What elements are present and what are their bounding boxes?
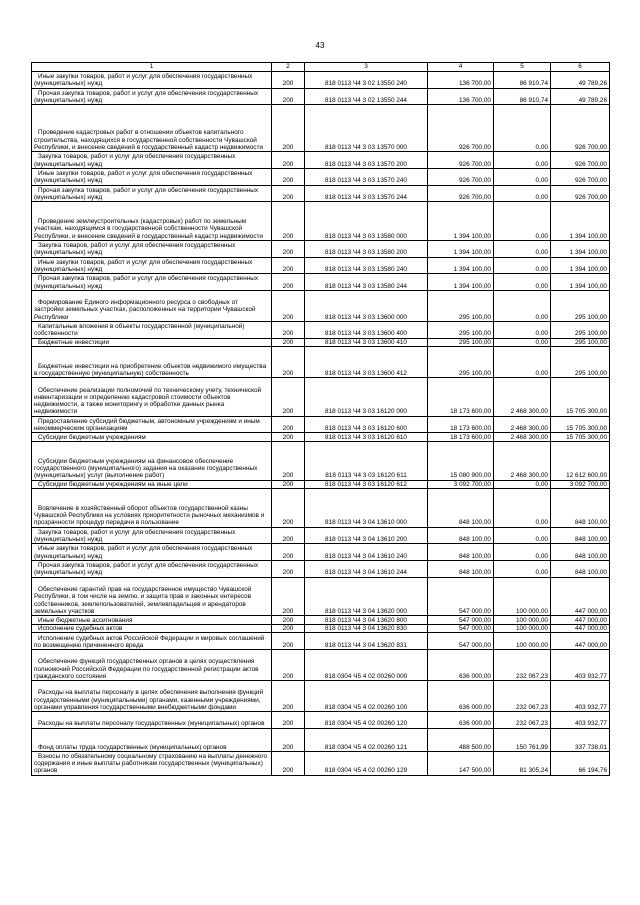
row-executed-cell: 0,00 [494, 257, 551, 274]
row-remainder-cell: 848 100,00 [551, 544, 610, 561]
header-cell: 1 [32, 63, 272, 72]
row-executed-cell: 81 305,24 [494, 752, 551, 776]
table-row [32, 728, 610, 752]
table-row [32, 681, 610, 712]
row-remainder-cell: 447 000,00 [551, 616, 610, 625]
row-remainder-cell: 295 100,00 [551, 347, 610, 378]
row-remainder-cell: 848 100,00 [551, 489, 610, 528]
row-amount-cell: 636 000,00 [428, 712, 494, 729]
row-name-cell: Обеспечение функций государственных органов в целях осуществления полномочий Российской Федерации по государственной регистрации актов гражданского состояния [32, 650, 272, 681]
row-remainder-cell: 403 932,77 [551, 712, 610, 729]
row-remainder-cell: 926 700,00 [551, 169, 610, 186]
row-code-cell: 200 [272, 650, 305, 681]
table-row [32, 561, 610, 578]
row-name-cell: Предоставление субсидий бюджетным, автономным учреждениям и иным некоммерческим организациям [32, 416, 272, 433]
row-code-cell: 200 [272, 616, 305, 625]
row-remainder-cell: 1 394 100,00 [551, 202, 610, 241]
row-code-cell: 200 [272, 489, 305, 528]
row-budget-code-cell: 818 0113 Ч4 3 03 13600 412 [305, 347, 428, 378]
row-remainder-cell: 447 000,00 [551, 624, 610, 633]
row-budget-code-cell: 818 0113 Ч4 3 02 13550 244 [305, 88, 428, 105]
row-name-cell: Субсидии бюджетным учреждениям на финансовое обеспечение государственного (муниципального) задания на оказание государственных (муниципальных) услуг (выполнение работ) [32, 442, 272, 481]
row-code-cell: 200 [272, 88, 305, 105]
table-row [32, 169, 610, 186]
row-remainder-cell: 1 394 100,00 [551, 274, 610, 291]
row-budget-code-cell: 818 0113 Ч4 3 03 16120 600 [305, 416, 428, 433]
row-amount-cell: 547 000,00 [428, 616, 494, 625]
row-budget-code-cell: 818 0113 Ч4 3 03 16120 611 [305, 442, 428, 481]
row-amount-cell: 136 700,00 [428, 88, 494, 105]
table-row [32, 489, 610, 528]
row-executed-cell: 150 761,99 [494, 728, 551, 752]
row-amount-cell: 926 700,00 [428, 185, 494, 202]
row-code-cell: 200 [272, 274, 305, 291]
row-code-cell: 200 [272, 527, 305, 544]
row-remainder-cell: 49 789,26 [551, 88, 610, 105]
row-remainder-cell: 337 738,01 [551, 728, 610, 752]
row-name-cell: Иные закупки товаров, работ и услуг для обеспечения государственных (муниципальных) нужд [32, 169, 272, 186]
row-code-cell: 200 [272, 561, 305, 578]
table-row [32, 291, 610, 322]
row-name-cell: Прочая закупка товаров, работ и услуг для обеспечения государственных (муниципальных) нужд [32, 185, 272, 202]
row-code-cell: 200 [272, 185, 305, 202]
row-code-cell: 200 [272, 433, 305, 442]
table-row [32, 257, 610, 274]
row-remainder-cell: 1 394 100,00 [551, 240, 610, 257]
row-amount-cell: 926 700,00 [428, 105, 494, 152]
row-amount-cell: 926 700,00 [428, 169, 494, 186]
row-name-cell: Закупка товаров, работ и услуг для обеспечения государственных (муниципальных) нужд [32, 152, 272, 169]
row-executed-cell: 100 000,00 [494, 633, 551, 650]
row-budget-code-cell: 818 0113 Ч4 3 04 13620 831 [305, 633, 428, 650]
row-amount-cell: 547 000,00 [428, 633, 494, 650]
row-budget-code-cell: 818 0113 Ч4 3 03 13580 200 [305, 240, 428, 257]
row-remainder-cell: 295 100,00 [551, 291, 610, 322]
row-executed-cell: 0,00 [494, 489, 551, 528]
table-row [32, 322, 610, 339]
row-budget-code-cell: 818 0113 Ч4 3 03 13570 244 [305, 185, 428, 202]
row-code-cell: 200 [272, 577, 305, 616]
row-executed-cell: 232 067,23 [494, 681, 551, 712]
row-budget-code-cell: 818 0113 Ч4 3 04 13610 240 [305, 544, 428, 561]
row-name-cell: Взносы по обязательному социальному страхованию на выплаты денежного содержания и иные выплаты работникам государственных (муниципальных) органов [32, 752, 272, 776]
table-row [32, 544, 610, 561]
row-code-cell: 200 [272, 322, 305, 339]
row-budget-code-cell: 818 0304 Ч5 4 02 00260 121 [305, 728, 428, 752]
header-row [32, 63, 610, 72]
row-budget-code-cell: 818 0113 Ч4 3 03 16120 612 [305, 480, 428, 489]
row-name-cell: Бюджетные инвестиции на приобретение объектов недвижимого имущества в государственную (муниципальную) собственность [32, 347, 272, 378]
table-row [32, 480, 610, 489]
row-amount-cell: 1 394 100,00 [428, 202, 494, 241]
row-amount-cell: 1 394 100,00 [428, 240, 494, 257]
row-code-cell: 200 [272, 105, 305, 152]
row-name-cell: Прочая закупка товаров, работ и услуг для обеспечения государственных (муниципальных) нужд [32, 274, 272, 291]
row-executed-cell: 232 067,23 [494, 650, 551, 681]
row-code-cell: 200 [272, 624, 305, 633]
row-executed-cell: 0,00 [494, 527, 551, 544]
row-amount-cell: 547 000,00 [428, 624, 494, 633]
row-code-cell: 200 [272, 416, 305, 433]
table-row [32, 88, 610, 105]
row-executed-cell: 0,00 [494, 347, 551, 378]
row-name-cell: Субсидии бюджетным учреждениям на иные цели [32, 480, 272, 489]
row-name-cell: Исполнение судебных актов Российской Федерации и мировых соглашений по возмещению причиненного вреда [32, 633, 272, 650]
row-executed-cell: 0,00 [494, 105, 551, 152]
row-executed-cell: 0,00 [494, 169, 551, 186]
row-amount-cell: 547 000,00 [428, 577, 494, 616]
row-executed-cell: 100 000,00 [494, 616, 551, 625]
row-code-cell: 200 [272, 347, 305, 378]
row-code-cell: 200 [272, 240, 305, 257]
row-name-cell: Иные закупки товаров, работ и услуг для обеспечения государственных (муниципальных) нужд [32, 257, 272, 274]
header-cell: 2 [272, 63, 305, 72]
row-executed-cell: 2 468 300,00 [494, 433, 551, 442]
table-row [32, 72, 610, 89]
row-budget-code-cell: 818 0113 Ч4 3 03 13580 244 [305, 274, 428, 291]
row-amount-cell: 488 500,00 [428, 728, 494, 752]
row-amount-cell: 636 000,00 [428, 681, 494, 712]
row-name-cell: Формирование Единого информационного ресурса о свободных от застройки земельных участках, расположенных на территории Чувашской Республики [32, 291, 272, 322]
row-amount-cell: 18 173 600,00 [428, 433, 494, 442]
table-row [32, 202, 610, 241]
table-row [32, 274, 610, 291]
row-executed-cell: 0,00 [494, 202, 551, 241]
row-remainder-cell: 3 092 700,00 [551, 480, 610, 489]
row-code-cell: 200 [272, 338, 305, 347]
header-cell: 6 [551, 63, 610, 72]
row-name-cell: Прочая закупка товаров, работ и услуг для обеспечения государственных (муниципальных) нужд [32, 561, 272, 578]
row-amount-cell: 295 100,00 [428, 322, 494, 339]
row-budget-code-cell: 818 0304 Ч5 4 02 00260 129 [305, 752, 428, 776]
row-amount-cell: 848 100,00 [428, 544, 494, 561]
row-code-cell: 200 [272, 712, 305, 729]
header-cell: 5 [494, 63, 551, 72]
row-budget-code-cell: 818 0113 Ч4 3 03 13580 240 [305, 257, 428, 274]
row-executed-cell: 2 468 300,00 [494, 378, 551, 417]
row-remainder-cell: 926 700,00 [551, 105, 610, 152]
row-amount-cell: 926 700,00 [428, 152, 494, 169]
table-row [32, 378, 610, 417]
row-remainder-cell: 66 194,76 [551, 752, 610, 776]
table-row [32, 416, 610, 433]
table-row [32, 650, 610, 681]
row-budget-code-cell: 818 0113 Ч4 3 04 13620 800 [305, 616, 428, 625]
row-code-cell: 200 [272, 544, 305, 561]
row-executed-cell: 0,00 [494, 152, 551, 169]
row-budget-code-cell: 818 0113 Ч4 3 04 13610 244 [305, 561, 428, 578]
row-name-cell: Субсидии бюджетным учреждениям [32, 433, 272, 442]
row-budget-code-cell: 818 0113 Ч4 3 04 13620 830 [305, 624, 428, 633]
header-cell: 3 [305, 63, 428, 72]
row-remainder-cell: 295 100,00 [551, 322, 610, 339]
row-executed-cell: 232 067,23 [494, 712, 551, 729]
row-remainder-cell: 295 100,00 [551, 338, 610, 347]
row-name-cell: Обеспечение гарантий прав на государственное имущество Чувашской Республики, в том числе на землю, и защита прав и законных интересов собственников, землепользователей, землевладельцев и арендаторов земельных участков [32, 577, 272, 616]
row-budget-code-cell: 818 0113 Ч4 3 03 13600 410 [305, 338, 428, 347]
row-name-cell: Исполнение судебных актов [32, 624, 272, 633]
table-row [32, 185, 610, 202]
table-row [32, 712, 610, 729]
row-name-cell: Проведение кадастровых работ в отношении объектов капитального строительства, находящихся в государственной собственности Чувашской Республики, и внесение сведений в государственный кадастр недвижимости [32, 105, 272, 152]
row-budget-code-cell: 818 0304 Ч5 4 02 00260 000 [305, 650, 428, 681]
row-name-cell: Иные бюджетные ассигнования [32, 616, 272, 625]
row-budget-code-cell: 818 0113 Ч4 3 04 13620 000 [305, 577, 428, 616]
row-remainder-cell: 1 394 100,00 [551, 257, 610, 274]
table-row [32, 752, 610, 776]
row-remainder-cell: 403 932,77 [551, 650, 610, 681]
row-budget-code-cell: 818 0113 Ч4 3 03 16120 610 [305, 433, 428, 442]
table-row [32, 240, 610, 257]
row-remainder-cell: 15 705 300,00 [551, 416, 610, 433]
row-code-cell: 200 [272, 442, 305, 481]
table-row [32, 616, 610, 625]
row-amount-cell: 295 100,00 [428, 338, 494, 347]
row-amount-cell: 1 394 100,00 [428, 257, 494, 274]
header-cell: 4 [428, 63, 494, 72]
row-amount-cell: 147 500,00 [428, 752, 494, 776]
row-name-cell: Фонд оплаты труда государственных (муниципальных) органов [32, 728, 272, 752]
row-amount-cell: 848 100,00 [428, 561, 494, 578]
row-executed-cell: 0,00 [494, 322, 551, 339]
row-amount-cell: 15 080 900,00 [428, 442, 494, 481]
row-amount-cell: 18 173 600,00 [428, 378, 494, 417]
row-name-cell: Проведение землеустроительных (кадастровых) работ по земельным участкам, находящимся в государственной собственности Чувашской Республики, и внесение сведений в государственный кадастр недвижимости [32, 202, 272, 241]
row-amount-cell: 295 100,00 [428, 291, 494, 322]
row-remainder-cell: 12 612 600,00 [551, 442, 610, 481]
row-amount-cell: 18 173 600,00 [428, 416, 494, 433]
row-executed-cell: 0,00 [494, 240, 551, 257]
row-executed-cell: 2 468 300,00 [494, 416, 551, 433]
row-amount-cell: 1 394 100,00 [428, 274, 494, 291]
row-name-cell: Капитальные вложения в объекты государственной (муниципальной) собственности [32, 322, 272, 339]
row-executed-cell: 0,00 [494, 544, 551, 561]
row-code-cell: 200 [272, 752, 305, 776]
row-code-cell: 200 [272, 72, 305, 89]
row-budget-code-cell: 818 0113 Ч4 3 03 13570 240 [305, 169, 428, 186]
row-code-cell: 200 [272, 152, 305, 169]
budget-table [31, 62, 610, 776]
row-executed-cell: 0,00 [494, 185, 551, 202]
table-row [32, 105, 610, 152]
row-executed-cell: 100 000,00 [494, 624, 551, 633]
row-remainder-cell: 49 789,26 [551, 72, 610, 89]
row-budget-code-cell: 818 0113 Ч4 3 02 13550 240 [305, 72, 428, 89]
row-budget-code-cell: 818 0113 Ч4 3 03 13600 400 [305, 322, 428, 339]
row-name-cell: Бюджетные инвестиции [32, 338, 272, 347]
row-amount-cell: 636 000,00 [428, 650, 494, 681]
row-amount-cell: 848 100,00 [428, 527, 494, 544]
table-row [32, 347, 610, 378]
table-row [32, 624, 610, 633]
row-executed-cell: 86 910,74 [494, 72, 551, 89]
row-name-cell: Расходы на выплаты персоналу в целях обеспечения выполнения функций государственными (муниципальными) органами, казенными учреждениями, органами управления государственными внебюджетными фондами [32, 681, 272, 712]
page-number: 43 [315, 41, 325, 50]
row-code-cell: 200 [272, 291, 305, 322]
row-code-cell: 200 [272, 257, 305, 274]
row-executed-cell: 0,00 [494, 561, 551, 578]
row-executed-cell: 0,00 [494, 480, 551, 489]
row-budget-code-cell: 818 0113 Ч4 3 03 16120 000 [305, 378, 428, 417]
row-name-cell: Закупка товаров, работ и услуг для обеспечения государственных (муниципальных) нужд [32, 527, 272, 544]
row-executed-cell: 0,00 [494, 274, 551, 291]
row-budget-code-cell: 818 0304 Ч5 4 02 00260 120 [305, 712, 428, 729]
row-amount-cell: 295 100,00 [428, 347, 494, 378]
row-budget-code-cell: 818 0113 Ч4 3 03 13600 000 [305, 291, 428, 322]
table-row [32, 633, 610, 650]
row-code-cell: 200 [272, 681, 305, 712]
row-executed-cell: 100 000,00 [494, 577, 551, 616]
row-remainder-cell: 447 000,00 [551, 577, 610, 616]
row-budget-code-cell: 818 0113 Ч4 3 04 13610 200 [305, 527, 428, 544]
row-budget-code-cell: 818 0113 Ч4 3 03 13570 000 [305, 105, 428, 152]
row-name-cell: Закупка товаров, работ и услуг для обеспечения государственных (муниципальных) нужд [32, 240, 272, 257]
row-budget-code-cell: 818 0113 Ч4 3 04 13610 000 [305, 489, 428, 528]
row-executed-cell: 86 910,74 [494, 88, 551, 105]
table-row [32, 577, 610, 616]
row-executed-cell: 2 468 300,00 [494, 442, 551, 481]
row-remainder-cell: 926 700,00 [551, 152, 610, 169]
row-amount-cell: 136 700,00 [428, 72, 494, 89]
table-row [32, 338, 610, 347]
row-remainder-cell: 848 100,00 [551, 561, 610, 578]
row-name-cell: Обеспечение реализации полномочий по техническому учету, технической инвентаризации и определению кадастровой стоимости объектов недвижимости, а также мониторингу и обработке данных рынка недвижимости [32, 378, 272, 417]
row-name-cell: Прочая закупка товаров, работ и услуг для обеспечения государственных (муниципальных) нужд [32, 88, 272, 105]
row-remainder-cell: 15 705 300,00 [551, 378, 610, 417]
table-row [32, 527, 610, 544]
row-code-cell: 200 [272, 169, 305, 186]
row-remainder-cell: 15 705 300,00 [551, 433, 610, 442]
row-amount-cell: 848 100,00 [428, 489, 494, 528]
row-executed-cell: 0,00 [494, 291, 551, 322]
row-code-cell: 200 [272, 202, 305, 241]
row-remainder-cell: 848 100,00 [551, 527, 610, 544]
table-row [32, 433, 610, 442]
row-name-cell: Вовлечение в хозяйственный оборот объектов государственной казны Чувашской Республики на условиях приоритетности рыночных механизмов и прозрачности процедур передачи в пользование [32, 489, 272, 528]
table-row [32, 442, 610, 481]
row-remainder-cell: 926 700,00 [551, 185, 610, 202]
row-code-cell: 200 [272, 633, 305, 650]
row-executed-cell: 0,00 [494, 338, 551, 347]
row-code-cell: 200 [272, 378, 305, 417]
row-budget-code-cell: 818 0113 Ч4 3 03 13570 200 [305, 152, 428, 169]
row-code-cell: 200 [272, 728, 305, 752]
row-name-cell: Иные закупки товаров, работ и услуг для обеспечения государственных (муниципальных) нужд [32, 72, 272, 89]
row-remainder-cell: 403 932,77 [551, 681, 610, 712]
row-code-cell: 200 [272, 480, 305, 489]
row-remainder-cell: 447 000,00 [551, 633, 610, 650]
row-budget-code-cell: 818 0304 Ч5 4 02 00260 100 [305, 681, 428, 712]
row-amount-cell: 3 092 700,00 [428, 480, 494, 489]
row-name-cell: Расходы на выплаты персоналу государственных (муниципальных) органов [32, 712, 272, 729]
table-row [32, 152, 610, 169]
row-budget-code-cell: 818 0113 Ч4 3 03 13580 000 [305, 202, 428, 241]
row-name-cell: Иные закупки товаров, работ и услуг для обеспечения государственных (муниципальных) нужд [32, 544, 272, 561]
